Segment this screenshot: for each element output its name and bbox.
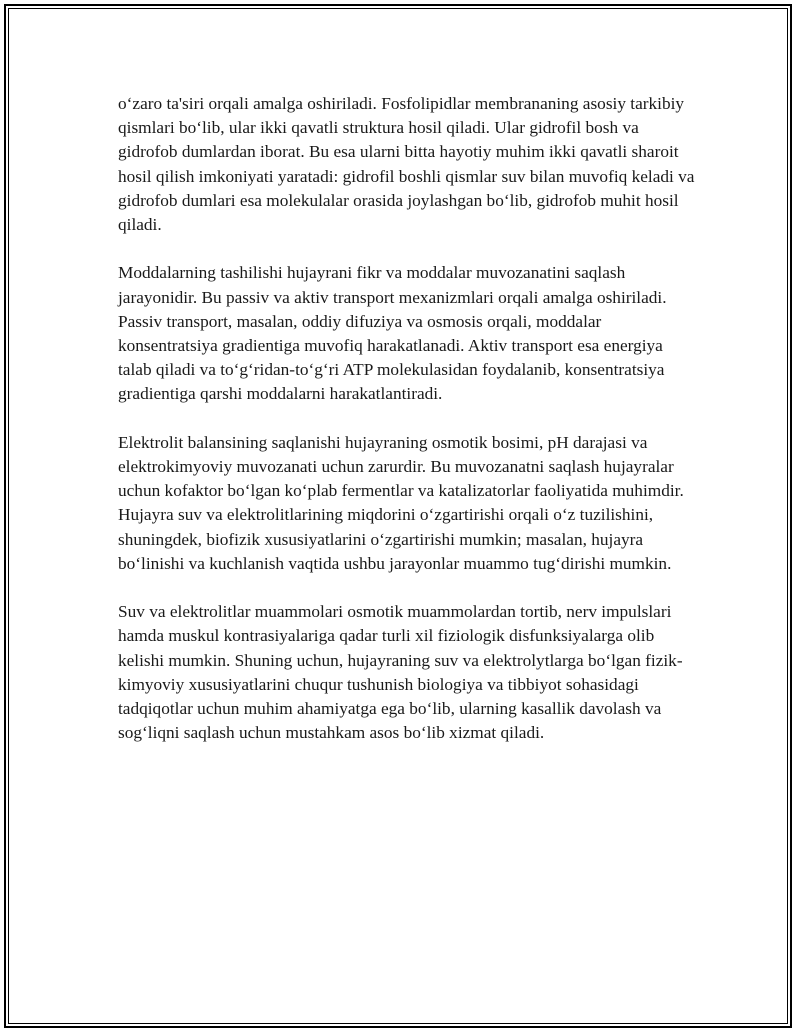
- paragraph-transport: Moddalarning tashilishi hujayrani fikr va moddalar muvozanatini saqlash jarayonidir. Bu passiv va aktiv transport mexanizmlari orqali amalga oshiriladi. Passiv transport, masalan, oddiy difuziya va osmosis orqali, moddalar konsentratsiya gradientiga muvofiq harakatlanadi. Aktiv transport esa energiya talab qiladi va to‘g‘ridan-to‘g‘ri ATP molekulasidan foydalanib, konsentratsiya gradientiga qarshi moddalarni harakatlantiradi.: [118, 263, 667, 404]
- paragraph-electrolyte-balance: Elektrolit balansining saqlanishi hujayraning osmotik bosimi, pH darajasi va elektrokimyoviy muvozanati uchun zarurdir. Bu muvozanatni saqlash hujayralar uchun kofaktor bo‘lgan ko‘plab fermentlar va katalizatorlar faoliyatida muhimdir. Hujayra suv va elektrolitlarining miqdorini o‘zgartirishi orqali o‘z tuzilishini, shuningdek, biofizik xususiyatlarini o‘zgartirishi mumkin; masalan, hujayra bo‘linishi va kuchlanish vaqtida ushbu jarayonlar muammo tug‘dirishi mumkin.: [118, 432, 684, 573]
- paragraph-membrane: o‘zaro ta'siri orqali amalga oshiriladi. Fosfolipidlar membrananing asosiy tarkibiy qismlari bo‘lib, ular ikki qavatli struktura hosil qiladi. Ular gidrofil bosh va gidrofob dumlardan iborat. Bu esa ularni bitta hayotiy muhim ikki qavatli sharoit hosil qilish imkoniyati yaratadi: gidrofil boshli qismlar suv bilan muvofiq keladi va gidrofob dumlari esa molekulalar orasida joylashgan bo‘lib, gidrofob muhit hosil qiladi.: [118, 94, 695, 235]
- paragraph-problems: Suv va elektrolitlar muammolari osmotik muammolardan tortib, nerv impulslari hamda muskul kontrasiyalariga qadar turli xil fiziologik disfunksiyalarga olib kelishi mumkin. Shuning uchun, hujayraning suv va elektrolytlarga bo‘lgan fizik-kimyoviy xususiyatlarini chuqur tushunish biologiya va tibbiyot sohasidagi tadqiqotlar uchun muhim ahamiyatga ega bo‘lib, ularning kasallik davolash va sog‘liqni saqlash uchun mustahkam asos bo‘lib xizmat qiladi.: [118, 602, 683, 743]
- document-body: [118, 92, 698, 770]
